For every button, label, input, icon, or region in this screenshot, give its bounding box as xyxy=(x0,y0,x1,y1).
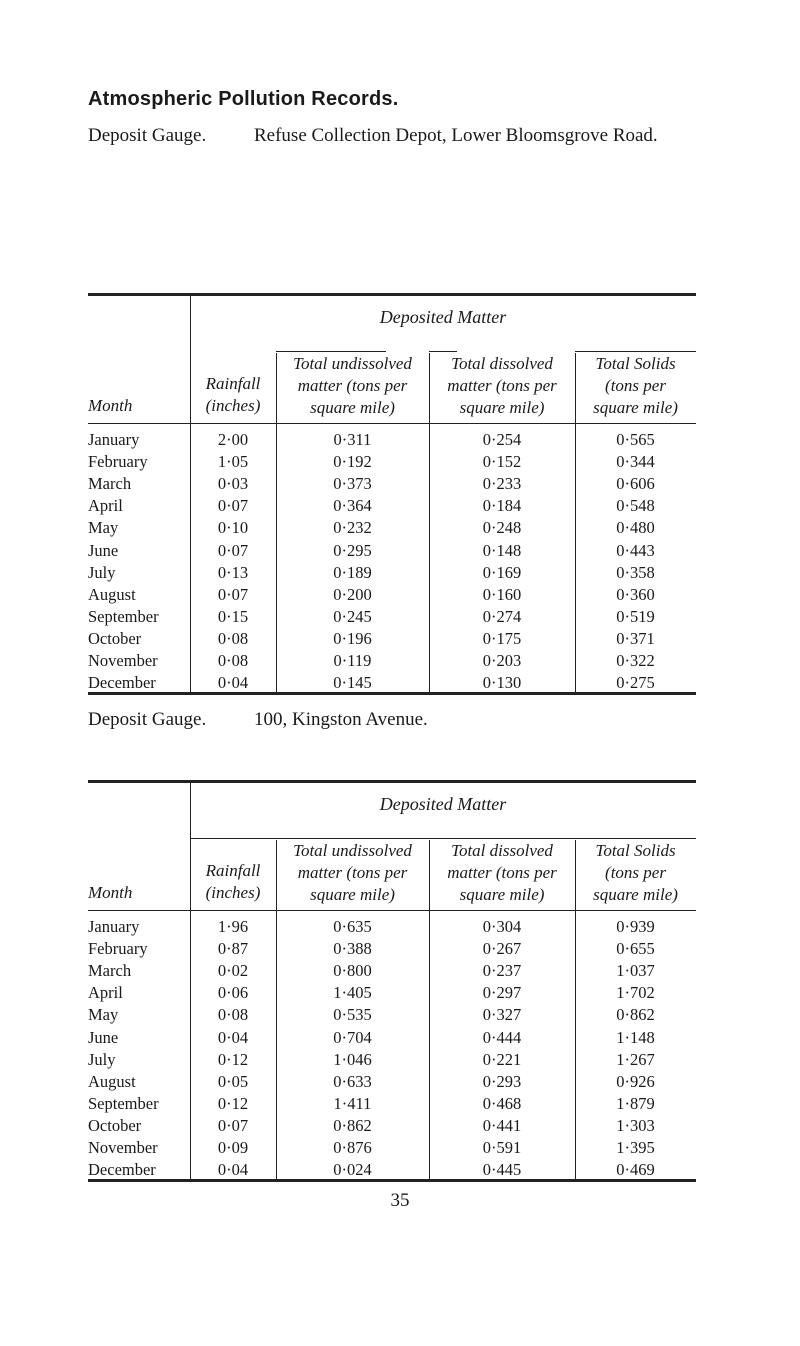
rainfall-cell: 0·06 xyxy=(217,983,249,1003)
table-row xyxy=(88,1139,696,1157)
month-cell: June xyxy=(88,540,119,560)
total-solids-cell: 0·655 xyxy=(616,939,655,959)
rainfall-cell: 0·08 xyxy=(217,628,249,648)
header-line: Total undissolved xyxy=(293,841,412,860)
month-cell: May xyxy=(88,1005,119,1025)
header-rule xyxy=(429,351,457,352)
header-line: square mile) xyxy=(459,398,545,417)
total-solids-cell: 1·879 xyxy=(616,1093,655,1113)
undissolved-cell: 0·862 xyxy=(333,1115,372,1135)
undissolved-cell: 1·411 xyxy=(333,1093,372,1113)
month-cell: February xyxy=(88,939,148,959)
undissolved-cell: 0·024 xyxy=(333,1160,372,1180)
total-solids-cell: 1·148 xyxy=(616,1027,655,1047)
dissolved-cell: 0·274 xyxy=(482,606,522,626)
header-line: Rainfall xyxy=(205,374,261,393)
header-line: Total undissolved xyxy=(293,354,412,373)
solids-header xyxy=(575,840,696,906)
total-solids-cell: 0·519 xyxy=(616,606,655,626)
month-cell: April xyxy=(88,496,123,516)
rainfall-cell: 0·09 xyxy=(217,1138,249,1157)
total-solids-cell: 0·480 xyxy=(616,518,655,538)
table-row xyxy=(88,1095,696,1113)
header-rule xyxy=(575,351,696,352)
rainfall-header xyxy=(190,860,276,904)
header-line: square mile) xyxy=(459,885,545,904)
page-number: 35 xyxy=(390,1190,410,1211)
solids-header xyxy=(575,353,696,419)
dissolved-cell: 0·203 xyxy=(482,651,522,670)
total-solids-cell: 0·322 xyxy=(616,651,655,670)
dissolved-cell: 0·297 xyxy=(482,983,522,1003)
table-row xyxy=(88,497,696,515)
undissolved-cell: 0·189 xyxy=(333,562,372,582)
month-cell: October xyxy=(88,628,142,648)
month-header: Month xyxy=(88,396,133,415)
header-rule xyxy=(276,351,386,352)
month-cell: June xyxy=(88,1027,119,1047)
table-top-rule xyxy=(88,780,696,783)
total-solids-cell: 0·565 xyxy=(616,430,655,449)
rainfall-cell: 0·03 xyxy=(217,474,249,494)
table-row xyxy=(88,630,696,648)
month-cell: December xyxy=(88,673,156,693)
total-solids-cell: 0·275 xyxy=(616,673,655,693)
month-cell: December xyxy=(88,1160,156,1180)
rainfall-cell: 0·12 xyxy=(217,1049,249,1069)
month-cell: May xyxy=(88,518,119,538)
table-row xyxy=(88,542,696,560)
undissolved-cell: 0·633 xyxy=(333,1071,372,1091)
deposit-table-2 xyxy=(88,780,696,1182)
rainfall-header xyxy=(190,373,276,417)
gauge-label: Deposit Gauge. xyxy=(88,125,207,146)
undissolved-cell: 0·192 xyxy=(333,452,372,472)
undissolved-cell: 0·311 xyxy=(333,430,372,449)
rainfall-cell: 0·10 xyxy=(217,518,249,538)
gauge-label: Deposit Gauge. xyxy=(88,709,207,730)
deposited-matter-heading: Deposited Matter xyxy=(379,307,507,327)
dissolved-cell: 0·233 xyxy=(482,474,522,494)
undissolved-cell: 0·364 xyxy=(333,496,372,516)
total-solids-cell: 0·606 xyxy=(616,474,655,494)
rainfall-cell: 0·04 xyxy=(217,1160,249,1180)
rainfall-cell: 0·07 xyxy=(217,1115,249,1135)
total-solids-cell: 1·395 xyxy=(616,1138,655,1157)
table-row xyxy=(88,608,696,626)
month-cell: November xyxy=(88,1138,158,1157)
dissolved-cell: 0·237 xyxy=(482,961,522,981)
header-line: matter (tons per xyxy=(447,863,557,882)
month-cell: November xyxy=(88,651,158,670)
month-cell: September xyxy=(88,606,159,626)
header-line: Total dissolved xyxy=(451,841,553,860)
dissolved-cell: 0·267 xyxy=(482,939,522,959)
table-row xyxy=(88,586,696,604)
undissolved-cell: 1·405 xyxy=(333,983,372,1003)
header-line: matter (tons per xyxy=(297,863,408,882)
dissolved-cell: 0·221 xyxy=(482,1049,522,1069)
gauge-heading-2 xyxy=(88,708,428,732)
table-row xyxy=(88,564,696,582)
dissolved-header xyxy=(429,353,575,419)
undissolved-header xyxy=(276,353,429,419)
header-line: (inches) xyxy=(205,883,261,902)
header-line: Total Solids xyxy=(595,841,676,860)
dissolved-cell: 0·468 xyxy=(482,1093,522,1113)
dissolved-cell: 0·327 xyxy=(482,1005,522,1025)
rainfall-cell: 0·07 xyxy=(217,496,249,516)
rainfall-cell: 0·15 xyxy=(217,606,249,626)
table-row xyxy=(88,674,696,692)
rainfall-cell: 2·00 xyxy=(217,430,249,449)
dissolved-cell: 0·152 xyxy=(482,452,522,472)
table-row xyxy=(88,1051,696,1069)
rainfall-cell: 0·08 xyxy=(217,651,249,670)
dissolved-cell: 0·169 xyxy=(482,562,522,582)
undissolved-cell: 0·373 xyxy=(333,474,372,494)
month-cell: February xyxy=(88,452,148,472)
undissolved-cell: 0·145 xyxy=(333,673,372,693)
month-cell: March xyxy=(88,474,132,494)
rainfall-cell: 0·08 xyxy=(217,1005,249,1025)
header-line: Total Solids xyxy=(595,354,676,373)
month-cell: March xyxy=(88,961,132,981)
month-cell: January xyxy=(88,430,140,449)
gauge-heading-1 xyxy=(88,124,794,148)
total-solids-cell: 0·344 xyxy=(616,452,655,472)
table-row xyxy=(88,962,696,980)
header-line: square mile) xyxy=(310,398,395,417)
table-row xyxy=(88,431,696,449)
undissolved-cell: 0·635 xyxy=(333,917,372,936)
total-solids-cell: 0·469 xyxy=(616,1160,655,1180)
dissolved-header xyxy=(429,840,575,906)
total-solids-cell: 1·702 xyxy=(616,983,655,1003)
undissolved-cell: 0·200 xyxy=(333,584,372,604)
month-cell: October xyxy=(88,1115,142,1135)
dissolved-cell: 0·304 xyxy=(482,917,522,936)
rainfall-cell: 0·05 xyxy=(217,1071,249,1091)
table-row xyxy=(88,519,696,537)
dissolved-cell: 0·591 xyxy=(482,1138,522,1157)
total-solids-cell: 0·443 xyxy=(616,540,655,560)
month-header: Month xyxy=(88,883,133,902)
table-bottom-rule xyxy=(88,1179,696,1182)
table-row xyxy=(88,918,696,936)
total-solids-cell: 1·037 xyxy=(616,961,655,981)
month-cell: September xyxy=(88,1093,159,1113)
header-line: square mile) xyxy=(310,885,395,904)
undissolved-cell: 0·704 xyxy=(333,1027,372,1047)
rainfall-cell: 0·13 xyxy=(217,562,249,582)
dissolved-cell: 0·130 xyxy=(482,673,522,693)
table-row xyxy=(88,475,696,493)
header-line: square mile) xyxy=(593,398,678,417)
header-line: (tons per xyxy=(605,863,666,882)
month-cell: July xyxy=(88,562,116,582)
header-line: Rainfall xyxy=(205,861,261,880)
rainfall-cell: 0·04 xyxy=(217,1027,249,1047)
rainfall-cell: 0·04 xyxy=(217,673,249,693)
total-solids-cell: 0·548 xyxy=(616,496,655,516)
table-row xyxy=(88,1073,696,1091)
header-line: matter (tons per xyxy=(447,376,557,395)
month-cell: August xyxy=(88,584,136,604)
dissolved-cell: 0·444 xyxy=(482,1027,522,1047)
total-solids-cell: 0·862 xyxy=(616,1005,655,1025)
header-line: square mile) xyxy=(593,885,678,904)
header-bottom-rule xyxy=(88,910,696,911)
undissolved-cell: 0·245 xyxy=(333,606,372,626)
gauge-location: 100, Kingston Avenue. xyxy=(254,709,428,730)
deposited-matter-heading: Deposited Matter xyxy=(379,794,507,814)
undissolved-cell: 0·800 xyxy=(333,961,372,981)
month-cell: April xyxy=(88,983,123,1003)
page-title: Atmospheric Pollution Records. xyxy=(88,88,399,110)
table-row xyxy=(88,1029,696,1047)
table-row xyxy=(88,984,696,1002)
header-line: Total dissolved xyxy=(451,354,553,373)
table-row xyxy=(88,940,696,958)
rainfall-cell: 0·07 xyxy=(217,540,249,560)
rainfall-cell: 0·87 xyxy=(217,939,249,959)
undissolved-header xyxy=(276,840,429,906)
undissolved-cell: 0·119 xyxy=(333,651,372,670)
total-solids-cell: 0·939 xyxy=(616,917,655,936)
table-row xyxy=(88,1117,696,1135)
rainfall-cell: 0·02 xyxy=(217,961,249,981)
undissolved-cell: 0·876 xyxy=(333,1138,372,1157)
undissolved-cell: 0·388 xyxy=(333,939,372,959)
dissolved-cell: 0·248 xyxy=(482,518,522,538)
undissolved-cell: 0·535 xyxy=(333,1005,372,1025)
rainfall-cell: 0·12 xyxy=(217,1093,249,1113)
table-top-rule xyxy=(88,293,696,296)
table-bottom-rule xyxy=(88,692,696,695)
undissolved-cell: 0·196 xyxy=(333,628,372,648)
deposit-table-1 xyxy=(88,293,696,695)
dissolved-cell: 0·441 xyxy=(482,1115,522,1135)
header-line: matter (tons per xyxy=(297,376,408,395)
rainfall-cell: 1·05 xyxy=(217,452,249,472)
undissolved-cell: 0·232 xyxy=(333,518,372,538)
total-solids-cell: 0·926 xyxy=(616,1071,655,1091)
total-solids-cell: 0·360 xyxy=(616,584,655,604)
total-solids-cell: 1·267 xyxy=(616,1049,655,1069)
gauge-location: Refuse Collection Depot, Lower Bloomsgrove Road. xyxy=(254,125,658,146)
header-rule xyxy=(190,838,696,839)
rainfall-cell: 1·96 xyxy=(217,917,249,936)
header-line: (inches) xyxy=(205,396,261,415)
dissolved-cell: 0·160 xyxy=(482,584,522,604)
rainfall-cell: 0·07 xyxy=(217,584,249,604)
table-row xyxy=(88,1161,696,1179)
table-row xyxy=(88,1006,696,1024)
header-bottom-rule xyxy=(88,423,696,424)
total-solids-cell: 0·371 xyxy=(616,628,655,648)
month-cell: August xyxy=(88,1071,136,1091)
undissolved-cell: 1·046 xyxy=(333,1049,372,1069)
total-solids-cell: 0·358 xyxy=(616,562,655,582)
table-row xyxy=(88,652,696,670)
dissolved-cell: 0·184 xyxy=(482,496,522,516)
dissolved-cell: 0·148 xyxy=(482,540,522,560)
dissolved-cell: 0·175 xyxy=(482,628,522,648)
total-solids-cell: 1·303 xyxy=(616,1115,655,1135)
undissolved-cell: 0·295 xyxy=(333,540,372,560)
table-row xyxy=(88,453,696,471)
dissolved-cell: 0·254 xyxy=(482,430,522,449)
header-line: (tons per xyxy=(605,376,666,395)
dissolved-cell: 0·445 xyxy=(482,1160,522,1180)
dissolved-cell: 0·293 xyxy=(482,1071,522,1091)
month-cell: January xyxy=(88,917,140,936)
month-cell: July xyxy=(88,1049,116,1069)
